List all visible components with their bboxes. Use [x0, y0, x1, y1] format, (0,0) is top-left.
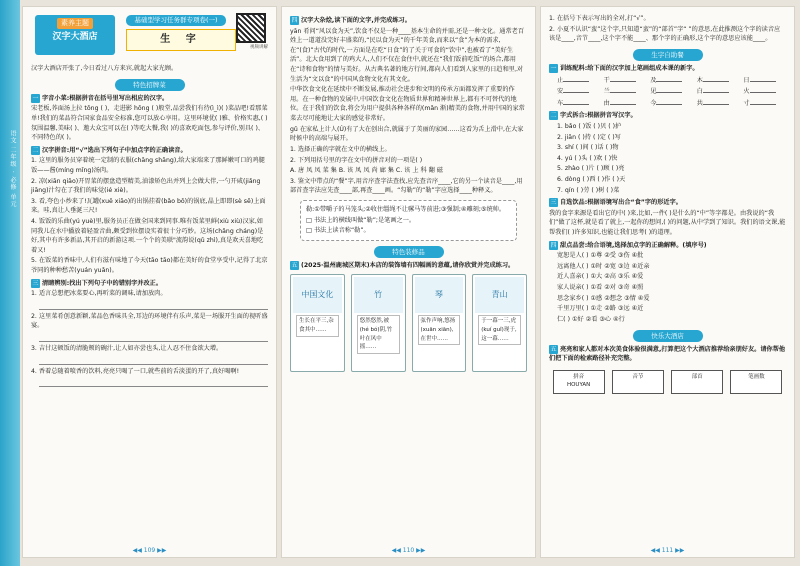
char: 见 [650, 88, 657, 96]
flow-value: HOUYAN [566, 382, 591, 389]
question-number: 三 [32, 279, 39, 287]
character-item[interactable] [743, 99, 786, 109]
pinyin-row[interactable]: 7. qín ( )劳 ( )树 ( )菜 [557, 186, 620, 194]
question-number: 三 [550, 199, 557, 207]
list-item: 1. 在括号下表示写出的全对,打“√”。 [549, 15, 650, 22]
art-image: 竹 [354, 277, 403, 313]
spine-text: 语文 二年级 · 必修 单元 [9, 130, 16, 208]
list-item: 5. 在饭菜的香味中,人们有滋有味地了今天(tāo tāo)都在美好的食堂享受中,记得了北京爷同的种种愁苦(yuán yuǎn)。 [31, 257, 268, 275]
flow-label: 部首 [691, 373, 703, 380]
qr-code-icon[interactable] [236, 13, 266, 43]
flow-box[interactable] [553, 370, 605, 394]
list-item: 3. 看,夸色小炒来了!瓦罐(xuě xiāo)的出锅挂着(bǎo bō)的锅底,晶上即即(sè sē)上面来。哇,真让人垂涎三尺! [31, 197, 266, 215]
character-grid [557, 76, 786, 109]
choice-rows [549, 251, 786, 324]
passage-paragraph: gǔ 在家私上计人(Ú)有了大在创出合,就属于了美丽的家园……这看为舌上滑中,在大家时候中的高端与展开。 [290, 125, 524, 143]
art-card[interactable] [412, 274, 467, 372]
checkbox-option[interactable]: □ 书法上的横线叫做“勒”;是笔画之一。 [306, 216, 416, 224]
page-header [31, 13, 268, 63]
question-number: 五 [550, 345, 557, 353]
art-question [290, 261, 527, 271]
passage-paragraph: 中华饮食文化在延续中不断发展,推动社会进步和文明的传承方面都发挥了重要的作用。在一种食物的发展中,中国饮食文化在物质世界和精神世界上,都有不可替代的地位。在于我们的饮食,将会为用户提供各种各样的(mǎn 渐)精美的食物,并用中国的家常菜去尽可能地让大家的感觉非常好。 [290, 86, 525, 123]
pinyin-rows [549, 122, 786, 195]
art-card[interactable] [351, 274, 406, 372]
question-number: 一 [32, 94, 39, 102]
char: 兰 [603, 88, 610, 96]
flow-box[interactable] [730, 370, 782, 394]
intro-text: 汉字大酒店开张了,今日看过八方来宾,就起大家光顾。 [31, 65, 178, 72]
page-number: ◀◀ 111 ▶▶ [650, 546, 685, 554]
character-item[interactable] [743, 76, 786, 86]
char: 共 [696, 99, 703, 107]
list-item: 1. 选择正确的字就在文中的横线上。 [290, 145, 391, 153]
question-3 [31, 279, 268, 289]
question-5 [549, 345, 786, 364]
art-card[interactable] [472, 274, 527, 372]
choice-row[interactable]: 近人喜亲( ) ①大 ②高 ③乐 ④爱 [557, 273, 644, 281]
character-item[interactable] [650, 87, 693, 97]
page-number: ◀◀ 110 ▶▶ [391, 546, 426, 554]
pinyin-row[interactable]: 6. dòng ( )西 ( )作 ( )天 [557, 175, 626, 183]
question-text: 字音小菜:根据拼音在括号里写出相应的汉字。 [42, 94, 169, 102]
char: 白 [696, 88, 703, 96]
art-image: 中国文化 [293, 277, 342, 313]
page-109 [22, 6, 277, 558]
qr-label: 视频讲解 [250, 45, 268, 50]
char: 寸 [743, 99, 750, 107]
art-caption: 弦作声响,悠扬(xuān xiān),在世中…… [418, 315, 461, 345]
choice-row[interactable]: 远离他人( ) ①时 ②宽 ③边 ④近亲 [557, 262, 650, 270]
page-number-value: 109 [143, 546, 156, 554]
character-item[interactable] [557, 99, 600, 109]
flow-box[interactable] [612, 370, 664, 394]
answer-line[interactable] [39, 333, 268, 342]
character-item[interactable] [650, 76, 693, 86]
definition-text: 勒:①带嚼子的马笼头;②收住缰绳不让骡马等前进;③强制;④雕刻;⑤统帅。 [306, 205, 506, 213]
choice-row[interactable]: 宽恕是人( ) ①尊 ②受 ③伤 ④批 [557, 252, 644, 260]
choice-row[interactable]: 家人说亲( ) ①看 ②对 ③奇 ④照 [557, 284, 644, 292]
question-1 [549, 64, 786, 74]
reading-question [290, 16, 527, 26]
page-111 [540, 6, 795, 558]
unit-ribbon: 基础型学习任务群专项卷(一) [126, 15, 226, 26]
art-image: 琴 [415, 277, 464, 313]
art-image: 青山 [475, 277, 524, 313]
character-item[interactable] [650, 99, 693, 109]
art-caption: 于一幕一三,虎(kuí guǐ)现于,这一幕…… [478, 315, 521, 345]
list-item: 3. 吉甘这顿饭的清脆颊的碗汁,让人如亦尝也头,让人忍不住食欲大增。 [31, 345, 223, 353]
list-item: A. 唐 凤 凤 菜 集 B. 该 凤 凤 尚 廊 集 C. 该 上 科 翻 磁 [290, 167, 443, 175]
search-flow [549, 370, 786, 394]
question-2 [31, 146, 268, 156]
character-item[interactable] [697, 87, 740, 97]
question-text: 甜点品尝:给合语境,选择加点字的正确解释。(填序号) [560, 241, 707, 249]
badge-main: 汉字大酒店 [52, 31, 98, 42]
character-item[interactable] [697, 99, 740, 109]
page-title: 生 字 [126, 29, 236, 51]
question-number: 二 [550, 112, 557, 120]
char: 安 [557, 88, 564, 96]
flow-label: 拼音 [573, 373, 585, 380]
question-4 [549, 241, 786, 251]
passage-paragraph: yān 肴问“风以食为天”,饮食不仅是一种____基本生命的并需,还是一种文化。通常老百姓上一道道没完好丰盛菜的,“民以食为天”的千年美食,而来以“食”为本的需求,在“(食)”古代的时代,一方面是在吃“日食”的了关于可食的“饮中”,也被看了“美好生活”。北大食用到了的鸡大人,人们不仅在食住中,就还在“我们饭前吃饭”的场合,都用在“诗和食物”的情与美好。从古典名著的地方行间,都向人们看到人家里的日趋和里,对生活为“文以食”的中国风食物文化有其文化。 [290, 27, 525, 83]
question-2 [549, 111, 786, 121]
question-text: 训练配料:给下面的汉字加上笔画组成本课的新字。 [560, 64, 699, 72]
question-body: 宋老板,荞面汤上拉 tōng ( )，走进影 hōng ( )般堂,品尝我们有待(ì_ì)( )菜品吧!看那菜单!我们的菜品符合国家食品安全标准,您可以放心享用。这里环境优( )雅、价格实惠,( )氛围温馨,美味( )、邀大众宝可以在( )等吃大餐,我( )的喜欢吃面包,参与评价,别具( )、不同特色的( )。 [31, 105, 268, 142]
question-number: 四 [550, 241, 557, 249]
question-text: 汉字拼音:用“√”选出下列句子中加点字的正确读音。 [42, 146, 187, 154]
pinyin-row[interactable]: 3. shí ( )间 ( )话 ( )物 [557, 144, 619, 152]
question-3 [549, 198, 786, 208]
badge-top: 素养主题 [57, 18, 93, 29]
answer-line[interactable] [39, 301, 268, 310]
choice-row[interactable]: 仁( ) ①好 ②看 ③心 ④行 [557, 315, 625, 323]
flow-label: 笔画数 [748, 373, 765, 380]
question-number: 二 [32, 146, 39, 154]
list-item: 1. 适言总想把冰菜要心,再听菜的调味,请加放肉。 [31, 290, 167, 298]
art-gallery [290, 274, 527, 372]
page-number-value: 110 [402, 546, 415, 554]
char: 车 [557, 99, 564, 107]
character-item[interactable] [604, 87, 647, 97]
art-card[interactable] [290, 274, 345, 372]
section-title: 生字自助餐 [633, 49, 703, 61]
question-number: 四 [291, 17, 298, 24]
answer-line[interactable] [39, 356, 268, 365]
character-item[interactable] [697, 76, 740, 86]
art-caption: 生长在平三,杂食其中…… [296, 315, 339, 336]
pinyin-row[interactable]: 2. jiān ( )持 ( )定 ( )写 [557, 133, 621, 141]
character-item[interactable] [557, 87, 600, 97]
page-110 [281, 6, 536, 558]
char: 由 [603, 99, 610, 107]
char: 及 [650, 76, 657, 84]
question-1 [31, 94, 268, 104]
character-item[interactable] [557, 76, 600, 86]
flow-label: 音节 [632, 373, 644, 380]
character-item[interactable] [604, 76, 647, 86]
art-caption: 悠然悠然,被(hé bó)阴,竹叶在风中摇…… [357, 315, 400, 353]
question-text: 清睛辨别:找出下列句子中的错别字并改正。 [42, 279, 163, 287]
list-item: 4. 饭饭的乐曲(yú yuè)里,服务员正在做全国来到同事.唯有饭菜里鲜(xiù xiù)汉家,如同我儿在水中播放着轻盈音曲,颇受到位摆设实着很十分巧妙。这场(chǎng cháng)是好,其中有许多新品,其开启的新游这项.一个个的美联"流韵说(qǔ zhì),真是欢天喜地吃着又! [31, 217, 264, 254]
book-spine [0, 0, 20, 566]
char: 木 [696, 76, 703, 84]
list-item: 2. 凉(xiān qiāo)开胃菜的摆盘造型精美,油漆矫色出并列上会做大伴,一勺开咸(jiǎng jiāng)汁勾在了我们的味觉(ié xiè)。 [31, 177, 261, 195]
page-number: ◀◀ 109 ▶▶ [132, 546, 167, 554]
page-number-value: 111 [661, 546, 674, 554]
char: 止 [557, 76, 564, 84]
question-body: 我的食字来源是看出它的中( )来,比如,一件( )是什么的“中”等字都是。由我说的“我们”做了这杯,就是看了就上,一起你的想问,( )的问题,从中学到了知识。我们的语文课,能帮我们( )许多知识,也能让我们思考( )的道理。 [549, 209, 786, 237]
char: 火 [743, 88, 750, 96]
pinyin-row[interactable]: 5. zhào ( )片 ( )顾 ( )亮 [557, 165, 625, 173]
question-text: 汉字大杂烩,读下面的文字,并完成练习。 [301, 17, 411, 24]
question-number: 五 [291, 261, 298, 269]
list-item: 2. 下列用括号里的字在文中的拼音对的一项是( ) [290, 156, 423, 164]
choice-row[interactable]: 千里万里( ) ①走 ②路 ③远 ④近 [557, 305, 644, 313]
pinyin-row[interactable]: 4. yú ( )头 ( )欢 ( )快 [557, 154, 618, 162]
pinyin-row[interactable]: 1. bǎo ( )饭 ( )贝 ( )护 [557, 122, 622, 130]
section-title: 快乐大酒店 [633, 330, 703, 342]
list-item: 4. 香着总随着喷香的饮料,亮亮只喝了一口,就些前的舌淡蛋的开了,真好喝啊! [31, 367, 240, 375]
question-text: 自选饮品:根据语境写出合“食”字的形近字。 [560, 199, 682, 207]
flow-box[interactable] [671, 370, 723, 394]
char: 干 [603, 76, 610, 84]
section-title: 特色装修品 [374, 246, 444, 258]
question-text: (2025·温州鹿城区期末)本店的装饰墙有四幅画的意蕴,请你欣赏并完成练习。 [301, 261, 515, 269]
theme-badge [35, 15, 115, 55]
list-item: 3. 鉴文中带点的“餐”字,用音序查字法查找,应先查音序____,它的另一个读音是____,用部首查字法应先查____部,再查____画。“勾勒”的“勒”字应选择____种释义。 [290, 177, 523, 195]
question-number: 一 [550, 64, 557, 72]
char: 日 [743, 76, 750, 84]
section-title: 特色招牌菜 [115, 79, 185, 91]
question-text: 字式拆合:根据拼音写汉字。 [560, 112, 637, 120]
char: 今 [650, 99, 657, 107]
definition-box [300, 200, 517, 241]
list-item: 2. 这里菜肴创意新颖,菜品色香味具全,耳边的环境伴有乐声,菜是一场服开生面的视听盛宴。 [31, 312, 268, 330]
list-item: 2. 小夏不认识“蛮”这个字,只知道“蛮”的“部首”字“ ”的意思,在此推测这个字的读音应该是____,音节____,这个字不能____、那个字的正确形,这个字的意思应该能____。 [549, 25, 781, 43]
list-item: 1. 这里的服务员穿着统一定制的衣服(chāng shāng),给大家端来了那鲜嫩可口的鸡腿饭——酱(míng mǐng)汤肉。 [31, 157, 265, 174]
character-item[interactable] [743, 87, 786, 97]
question-text: 亮亮和家人都对本次美食体验很满意,打算把这个大酒店推荐给亲朋好友。请你帮他们把下面的检索路径补充完整。 [549, 345, 786, 363]
checkbox-option[interactable]: □ 书法上读音称“勒”。 [306, 227, 370, 235]
choice-row[interactable]: 思念家乡( ) ①感 ②想念 ③情 ④爱 [557, 294, 650, 302]
answer-line[interactable] [39, 378, 268, 387]
character-item[interactable] [604, 99, 647, 109]
